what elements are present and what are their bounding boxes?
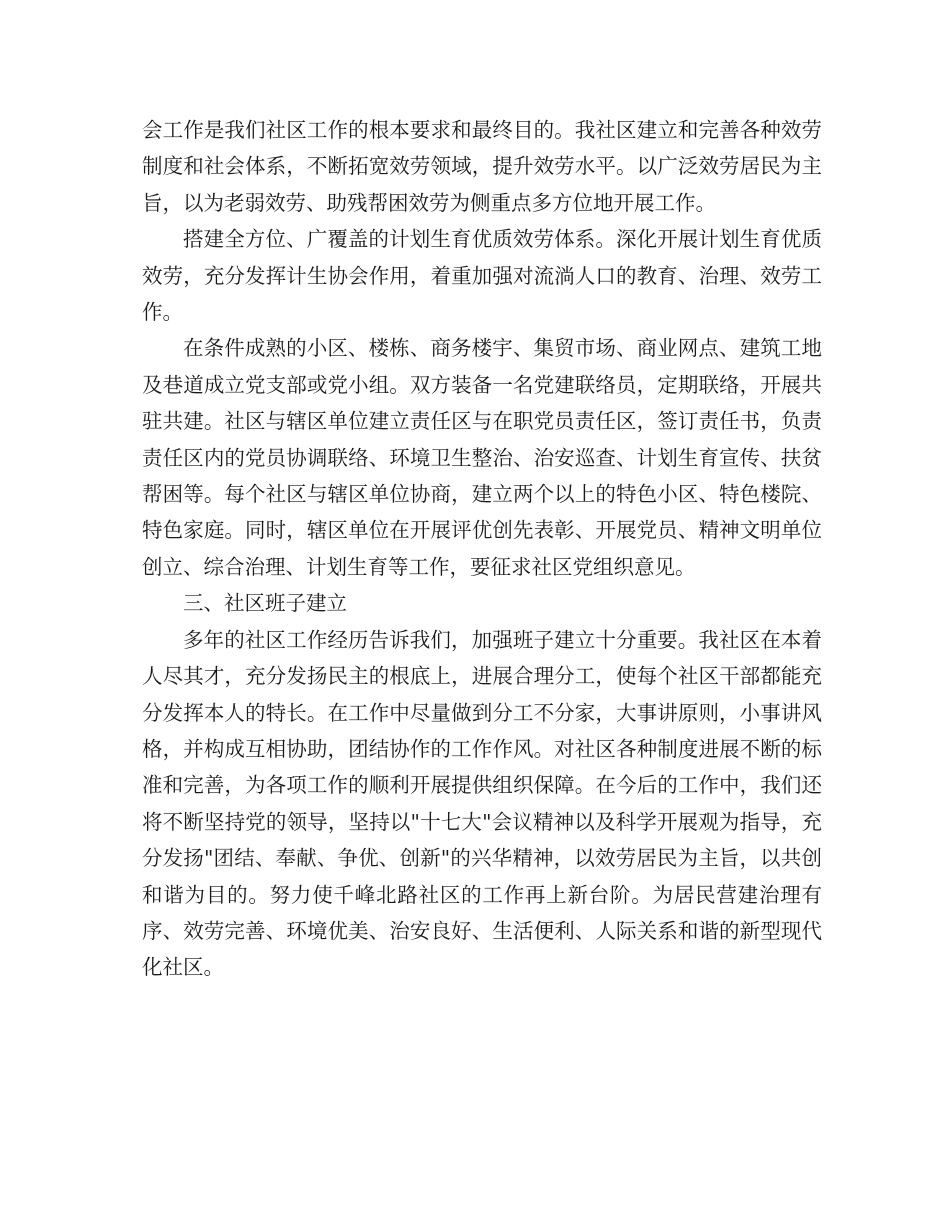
paragraph-team-building: 多年的社区工作经历告诉我们，加强班子建立十分重要。我社区在本着人尽其才，充分发扬民主的根底上，进展合理分工，使每个社区干部都能充分发挥本人的特长。在工作中尽量做到分工不分家，大事讲原则，小事讲风格，并构成互相协助，团结协作的工作作风。对社区各种制度进展不断的标准和完善，为各项工作的顺利开展提供组织保障。在今后的工作中，我们还将不断坚持党的领导，坚持以"十七大"会议精神以及科学开展观为指导，充分发扬"团结、奉献、争优、创新"的兴华精神，以效劳居民为主旨，以共创和谐为目的。努力使千峰北路社区的工作再上新台阶。为居民营建治理有序、效劳完善、环境优美、治安良好、生活便利、人际关系和谐的新型现代化社区。 [142,627,822,980]
section-heading: 三、社区班子建立 [183,591,347,616]
paragraph-continuation: 会工作是我们社区工作的根本要求和最终目的。我社区建立和完善各种效劳制度和社会体系，不断拓宽效劳领域，提升效劳水平。以广泛效劳居民为主旨，以为老弱效劳、助残帮困效劳为侧重点多方位地开展工作。 [142,118,822,215]
paragraph-party-branch: 在条件成熟的小区、楼栋、商务楼宇、集贸市场、商业网点、建筑工地及巷道成立党支部或党小组。双方装备一名党建联络员，定期联络，开展共驻共建。社区与辖区单位建立责任区与在职党员责任区，签订责任书，负责责任区内的党员协调联络、环境卫生整治、治安巡查、计划生育宣传、扶贫帮困等。每个社区与辖区单位协商，建立两个以上的特色小区、特色楼院、特色家庭。同时，辖区单位在开展评优创先表彰、开展党员、精神文明单位创立、综合治理、计划生育等工作，要征求社区党组织意见。 [142,336,822,579]
paragraph-family-planning: 搭建全方位、广覆盖的计划生育优质效劳体系。深化开展计划生育优质效劳，充分发挥计生协会作用，着重加强对流淌人口的教育、治理、效劳工作。 [142,227,822,325]
document-body [142,112,822,986]
